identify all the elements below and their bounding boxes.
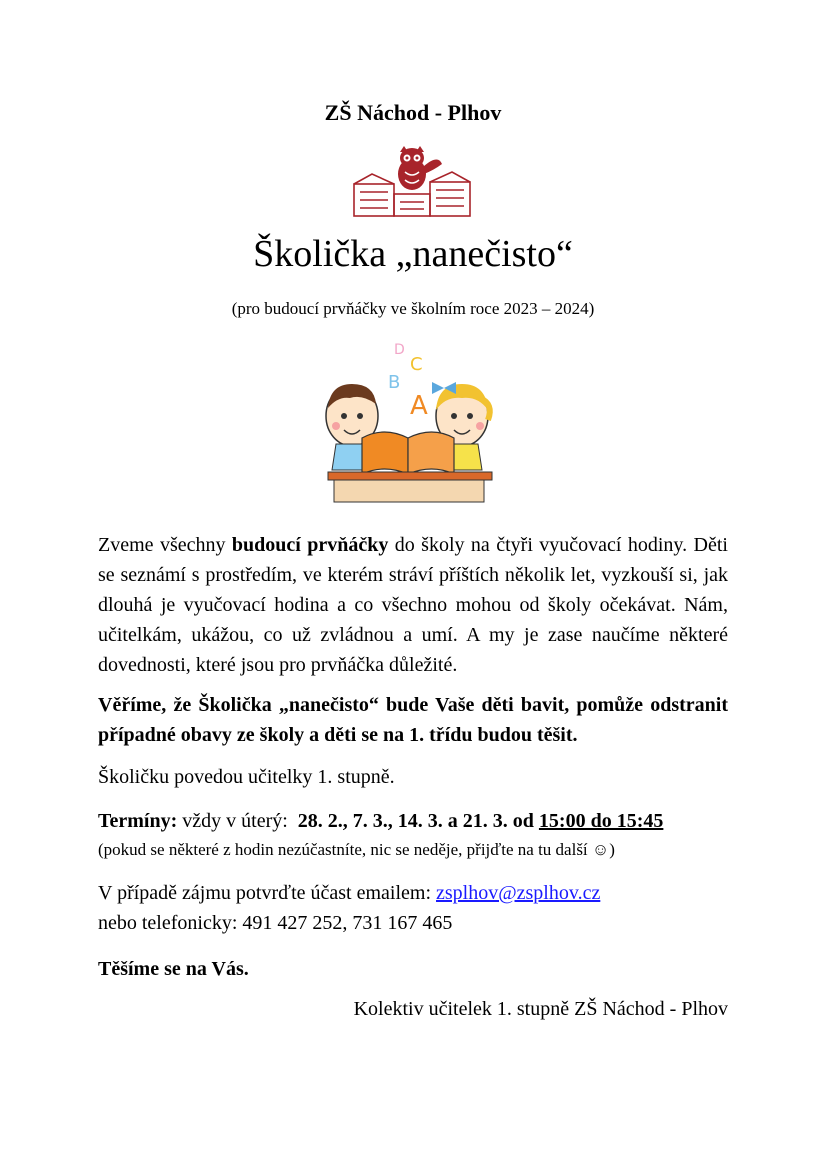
terms-paragraph bbox=[98, 806, 728, 862]
contact-email-text: V případě zájmu potvrďte účast emailem: bbox=[98, 882, 437, 904]
page-subtitle: (pro budoucí prvňáčky ve školním roce 2023 – 2024) bbox=[231, 299, 595, 318]
letter-b: B bbox=[388, 372, 401, 393]
contact-email-link[interactable]: zsplhov@zsplhov.cz bbox=[436, 882, 601, 904]
letter-a: A bbox=[410, 391, 428, 421]
letter-d: D bbox=[394, 342, 405, 358]
terms-time: 15:00 do 15:45 bbox=[538, 810, 664, 832]
school-name: ZŠ Náchod - Plhov bbox=[324, 100, 502, 125]
children-reading-illustration bbox=[322, 338, 496, 506]
terms-note: (pokud se některé z hodin nezúčastníte, nic se neděje, přijďte na tu další ☺) bbox=[98, 840, 615, 859]
belief-paragraph: Věříme, že Školička „nanečisto“ bude Vaše děti bavit, pomůže odstranit případné obavy ze školy a děti se na 1. třídu budou těšit. bbox=[98, 694, 728, 746]
intro-bold: budoucí prvňáčky bbox=[231, 534, 389, 556]
intro-paragraph: Zveme všechny budoucí prvňáčky do školy na čtyři vyučovací hodiny. Děti se seznámí s prostředím, ve kterém stráví příštích několik let, vyzkouší si, jak dlouhá je vyučovací hodina a co všechno mohou od školy očekávat. Nám, učitelkám, ukážou, co už zvládnou a umí. A my je zase naučíme některé dovednosti, které jsou pro prvňáčka důležité. bbox=[98, 534, 728, 676]
terms-day: vždy v úterý: bbox=[177, 810, 288, 832]
contact-phone-text: nebo telefonicky: 491 427 252, 731 167 465 bbox=[98, 912, 453, 934]
signature-text: Kolektiv učitelek 1. stupně ZŠ Náchod - Plhov bbox=[353, 998, 728, 1020]
school-logo bbox=[350, 144, 474, 220]
teachers-paragraph: Školičku povedou učitelky 1. stupně. bbox=[98, 766, 395, 788]
letter-c: C bbox=[410, 354, 423, 375]
page-title: Školička „nanečisto“ bbox=[253, 233, 573, 275]
terms-label: Termíny: bbox=[98, 810, 178, 832]
closing-text: Těšíme se na Vás. bbox=[98, 958, 249, 980]
terms-dates: 28. 2., 7. 3., 14. 3. a 21. 3. od bbox=[287, 810, 539, 832]
contact-paragraph bbox=[98, 878, 728, 938]
